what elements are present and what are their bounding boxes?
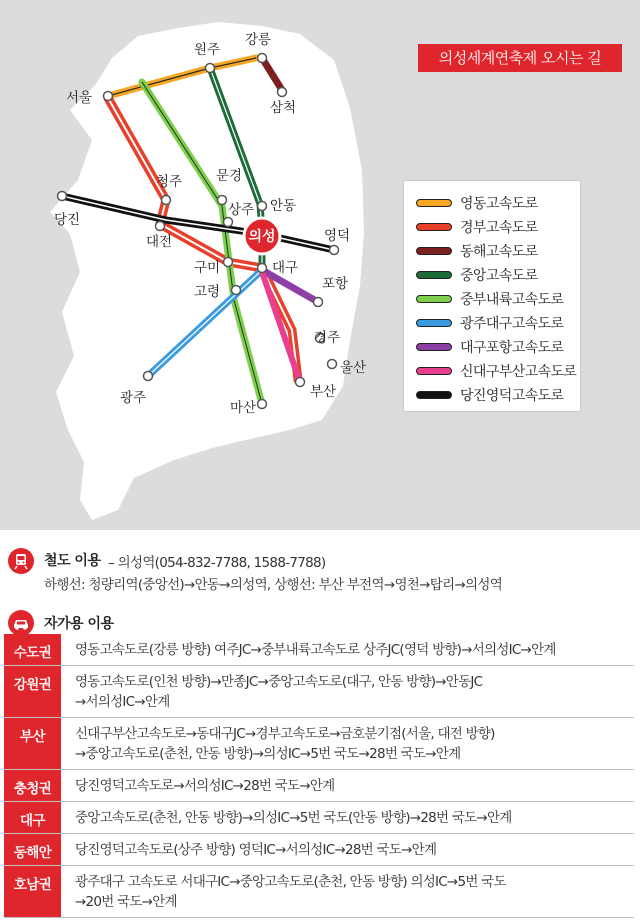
route-description <box>61 634 556 665</box>
city-gangneung: 강릉 <box>245 32 272 48</box>
route-line: →중앙고속도로(춘천, 안동 방향)→의성IC→5번 국도→28번 국도→안계 <box>75 746 461 762</box>
city-gyeongju: 경주 <box>314 330 341 346</box>
route-description <box>61 666 482 717</box>
legend-swatch <box>416 295 452 303</box>
route-description <box>61 834 436 865</box>
legend-item <box>416 311 580 335</box>
route-row <box>4 866 634 918</box>
legend-item <box>416 263 580 287</box>
route-line: →20번 국도→안계 <box>75 894 177 910</box>
rail-title: 철도 이용 <box>44 553 101 569</box>
city-pohang: 포항 <box>322 276 349 292</box>
route-line: 영동고속도로(인천 방향)→만종JC→중앙고속도로(대구, 안동 방향)→안동JC <box>75 674 483 690</box>
legend-label: 대구포항고속도로 <box>460 340 564 356</box>
legend-item <box>416 191 580 215</box>
city-ulsan: 울산 <box>340 360 367 376</box>
rail-lines: 하행선: 청량리역(중앙선)→안동→의성역, 상행선: 부산 부전역→영천→탑리→의성역 <box>44 577 503 593</box>
route-region: 강원권 <box>4 666 61 717</box>
route-row <box>4 718 634 770</box>
city-dangjin: 당진 <box>54 212 81 228</box>
route-line: →서의성IC→안계 <box>75 694 170 710</box>
city-masan: 마산 <box>230 400 257 416</box>
route-description <box>61 718 495 769</box>
legend-label: 신대구부산고속도로 <box>460 364 577 380</box>
legend-swatch <box>416 343 452 351</box>
city-cheongju: 청주 <box>156 174 183 190</box>
city-daejeon: 대전 <box>146 234 173 250</box>
highway-legend <box>403 180 581 412</box>
legend-item <box>416 359 580 383</box>
route-description <box>61 866 506 917</box>
legend-swatch <box>416 199 452 207</box>
car-route-table <box>4 634 634 918</box>
car-title: 자가용 이용 <box>44 616 114 632</box>
city-gumi: 구미 <box>194 260 221 276</box>
route-description <box>61 770 334 801</box>
route-row <box>4 802 634 834</box>
legend-label: 중부내륙고속도로 <box>460 292 564 308</box>
city-seoul: 서울 <box>66 90 93 106</box>
legend-swatch <box>416 391 452 399</box>
legend-item <box>416 287 580 311</box>
route-line: 신대구부산고속도로→동대구JC→경부고속도로→금호분기점(서울, 대전 방향) <box>75 726 495 742</box>
city-daegu: 대구 <box>272 260 299 276</box>
legend-label: 당진영덕고속도로 <box>460 388 564 404</box>
legend-label: 경부고속도로 <box>460 220 538 236</box>
legend-swatch <box>416 247 452 255</box>
route-line: 영동고속도로(강릉 방향) 여주JC→중부내륙고속도로 상주JC(영덕 방향)→서의성IC→안계 <box>75 642 556 658</box>
city-samcheok: 삼척 <box>270 100 297 116</box>
route-region: 대구 <box>4 802 61 833</box>
route-region: 호남권 <box>4 866 61 917</box>
legend-swatch <box>416 367 452 375</box>
legend-swatch <box>416 223 452 231</box>
route-row <box>4 834 634 866</box>
route-description <box>61 802 512 833</box>
legend-label: 영동고속도로 <box>460 196 538 212</box>
route-region: 부산 <box>4 718 61 769</box>
route-row <box>4 634 634 666</box>
route-line: 당진영덕고속도로(상주 방향) 영덕IC→서의성IC→28번 국도→안계 <box>75 842 437 858</box>
legend-item <box>416 383 580 407</box>
route-region: 수도권 <box>4 634 61 665</box>
legend-label: 광주대구고속도로 <box>460 316 564 332</box>
legend-swatch <box>416 319 452 327</box>
map-title: 의성세계연축제 오시는 길 <box>418 44 622 72</box>
route-line: 광주대구 고속도로 서대구IC→중앙고속도로(춘천, 안동 방향) 의성IC→5번 국도 <box>75 874 506 890</box>
route-line: 중앙고속도로(춘천, 안동 방향)→의성IC→5번 국도(안동 방향)→28번 국도→안계 <box>75 810 512 826</box>
route-line: 당진영덕고속도로→서의성IC→28번 국도→안계 <box>75 778 335 794</box>
city-uiseong: 의성 <box>248 229 276 245</box>
car-icon <box>8 610 34 636</box>
legend-item <box>416 335 580 359</box>
city-wonju: 원주 <box>194 42 221 58</box>
legend-item <box>416 239 580 263</box>
city-andong: 안동 <box>270 198 297 214</box>
rail-station: – 의성역(054-832-7788, 1588-7788) <box>108 555 326 571</box>
route-row <box>4 770 634 802</box>
route-row <box>4 666 634 718</box>
route-region: 동해안 <box>4 834 61 865</box>
city-busan: 부산 <box>310 384 337 400</box>
legend-item <box>416 215 580 239</box>
legend-label: 동해고속도로 <box>460 244 538 260</box>
city-gwangju: 광주 <box>120 390 147 406</box>
directions-section <box>0 530 640 922</box>
legend-swatch <box>416 271 452 279</box>
city-goryeong: 고령 <box>194 284 221 300</box>
legend-label: 중앙고속도로 <box>460 268 538 284</box>
city-yeongdeok: 영덕 <box>324 228 351 244</box>
train-icon <box>8 548 34 574</box>
city-sangju: 상주 <box>228 202 255 218</box>
city-mungyeong: 문경 <box>216 168 243 184</box>
route-region: 충청권 <box>4 770 61 801</box>
